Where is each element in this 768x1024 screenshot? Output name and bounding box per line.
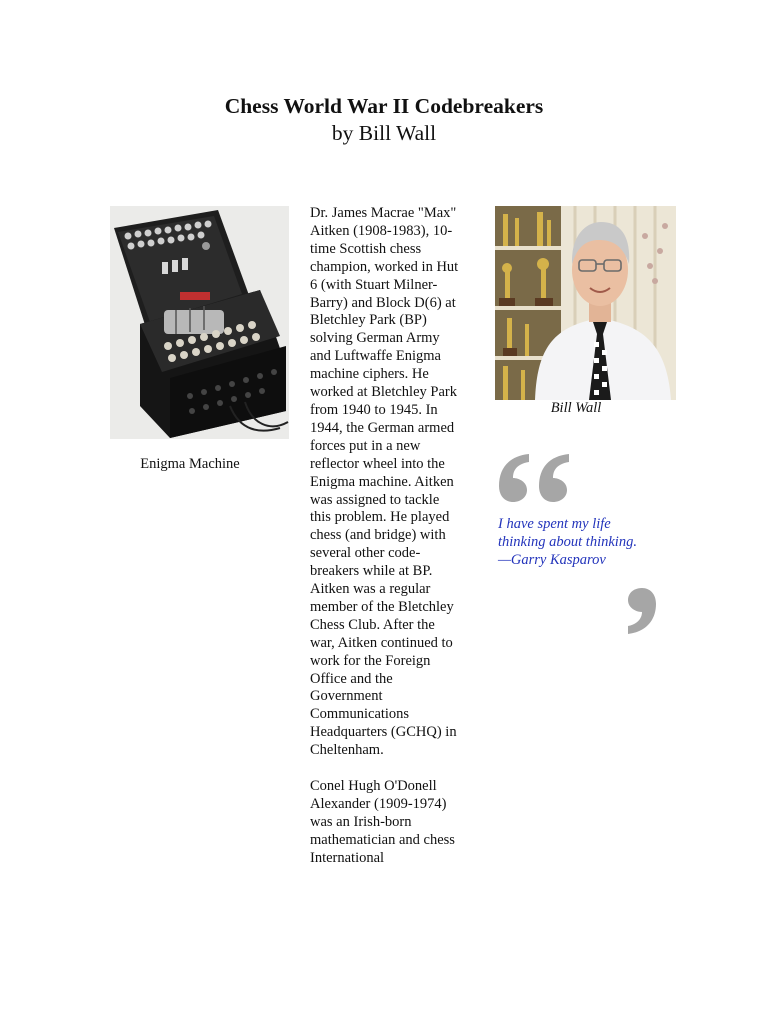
enigma-caption: Enigma Machine <box>140 456 240 472</box>
article-paragraph: Conel Hugh O'Donell Alexander (1909-1974) was an Irish-born mathematician and chess International <box>310 777 455 866</box>
page-title: Chess World War II Codebreakers <box>224 94 544 118</box>
quote-line: I have spent my life <box>498 516 611 532</box>
article-body <box>310 205 460 885</box>
page-byline: by Bill Wall <box>331 121 437 145</box>
author-portrait-photo <box>495 206 676 400</box>
article-paragraph: Dr. James Macrae "Max" Aitken (1908-1983), 10-time Scottish chess champion, worked in Hut 6 (with Stuart Milner-Barry) and Block D(6) at Bletchley Park (BP) solving German Army and Luftwaffe Enigma machine ciphers. He worked at Bletchley Park from 1940 to 1945. In 1944, the German armed forces put in a new reflector wheel into the Enigma machine. Aitken was assigned to tackle this problem. He played chess (and bridge) with several other code-breakers while at BP. Aitken was a regular member of the Bletchley Chess Club. After the war, Aitken continued to work for the Foreign Office and the Government Communications Headquarters (GCHQ) in Cheltenham. <box>310 205 459 759</box>
quote-text <box>498 515 678 569</box>
open-quote-icon <box>497 452 577 502</box>
enigma-machine-photo <box>110 206 289 439</box>
quote-attribution: —Garry Kasparov <box>498 552 606 568</box>
author-portrait-icon <box>495 206 676 400</box>
quote-line: thinking about thinking. <box>498 534 637 550</box>
close-quote-icon <box>624 586 658 636</box>
enigma-machine-icon <box>110 206 289 439</box>
author-caption: Bill Wall <box>550 400 602 416</box>
